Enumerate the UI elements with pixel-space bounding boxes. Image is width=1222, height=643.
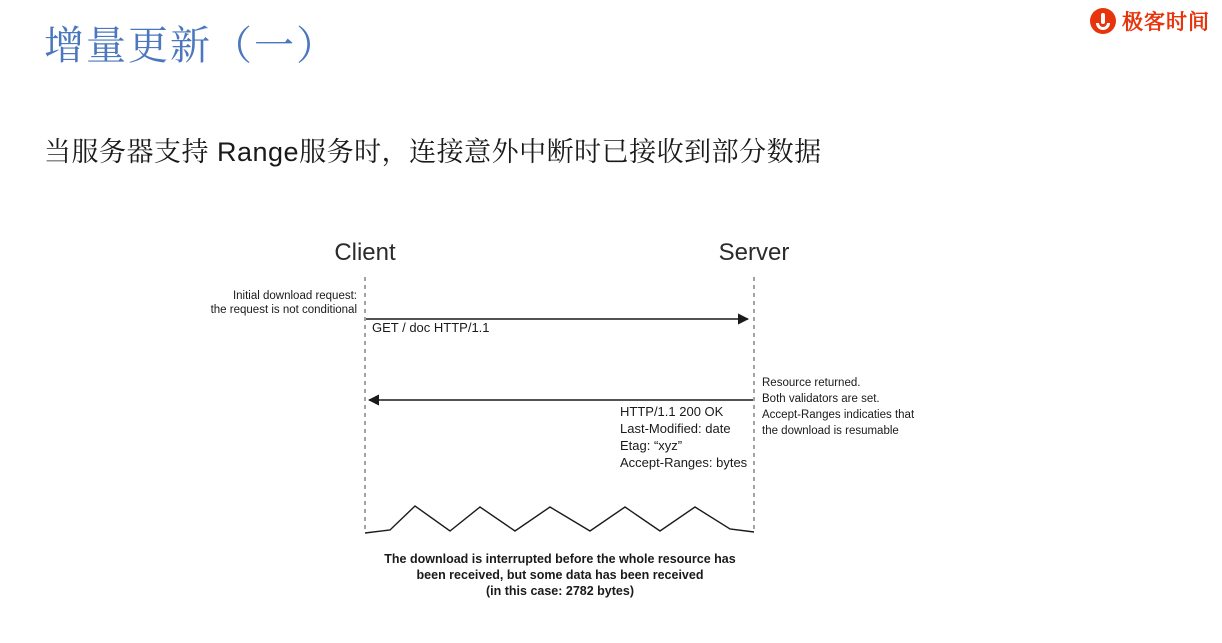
zigzag-transfer-line (365, 506, 754, 533)
note-initial-request-line1: Initial download request: (232, 290, 357, 302)
note-resource-returned-line1: Resource returned. (762, 377, 861, 389)
message-response-line4: Accept-Ranges: bytes (620, 455, 748, 470)
caption-line1: The download is interrupted before the whole resource has (384, 552, 736, 566)
note-resource-returned-line4: the download is resumable (762, 425, 899, 437)
lane-label-server: Server (718, 239, 790, 266)
lane-label-client: Client (334, 239, 396, 266)
note-resource-returned-line3: Accept-Ranges indicaties that (762, 409, 915, 421)
brand-name: 极客时间 (1122, 11, 1210, 34)
caption-line2: been received, but some data has been received (416, 568, 704, 582)
message-request-line1: GET / doc HTTP/1.1 (372, 320, 490, 335)
note-initial-request-line2: the request is not conditional (210, 304, 357, 316)
geekbang-circle-icon (1090, 8, 1116, 34)
note-resource-returned-line2: Both validators are set. (762, 393, 880, 405)
message-response-line1: HTTP/1.1 200 OK (620, 404, 724, 419)
page-subtitle: 当服务器支持 Range服务时，连接意外中断时已接收到部分数据 (44, 137, 822, 167)
message-response-line3: Etag: “xyz” (620, 438, 683, 453)
page-title: 增量更新（一） (44, 24, 338, 68)
message-response-line2: Last-Modified: date (620, 421, 731, 436)
sequence-diagram (150, 215, 1150, 615)
caption-line3: (in this case: 2782 bytes) (486, 584, 634, 598)
brand-logo (1090, 6, 1210, 36)
